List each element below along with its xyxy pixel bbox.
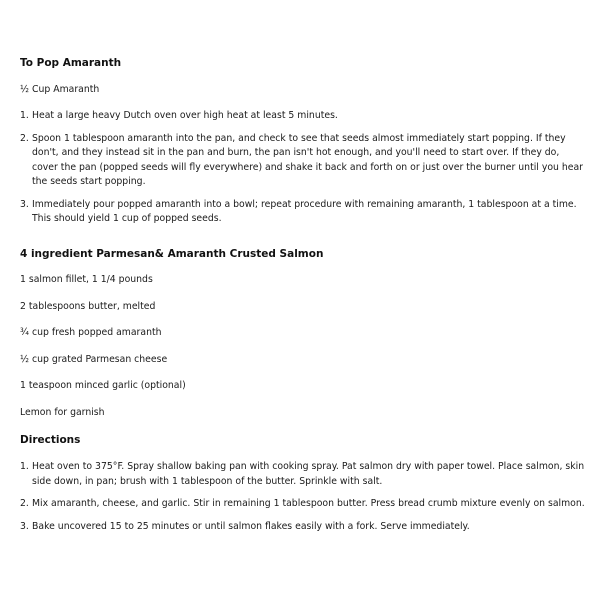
step-text: Spoon 1 tablespoon amaranth into the pan, and check to see that seeds almost immediately start popping. If they don't, and they instead sit in the pan and burn, the pan isn't hot enough, and you'll need to start over. If they do, cover the pan (popped seeds will fly everywhere) and shake it back and forth on or just over the burner until you hear the seeds start popping. [32,132,583,187]
ingredient-item: 1 teaspoon minced garlic (optional) [20,380,186,391]
ingredient-amaranth: ½ Cup Amaranth [20,84,100,95]
popping-steps-list [20,109,588,235]
ingredient-item: ¾ cup fresh popped amaranth [20,327,162,338]
step-number: 2. [20,132,29,144]
ingredient-item: 1 salmon fillet, 1 1/4 pounds [20,274,153,285]
list-item [20,520,588,535]
step-number: 2. [20,498,29,509]
directions-steps-list [20,460,588,542]
step-number: 3. [20,520,29,532]
step-number: 1. [20,461,29,472]
list-item [20,132,588,190]
step-number: 1. [20,110,29,121]
ingredient-item: Lemon for garnish [20,407,105,418]
list-item [20,460,588,489]
list-item [20,497,588,512]
ingredient-item: ½ cup grated Parmesan cheese [20,354,168,365]
section-title-pop-amaranth: To Pop Amaranth [20,57,122,69]
list-item [20,198,588,227]
step-text: Heat a large heavy Dutch oven over high heat at least 5 minutes. [32,110,338,121]
ingredient-item: 2 tablespoons butter, melted [20,301,156,312]
step-text: Mix amaranth, cheese, and garlic. Stir in remaining 1 tablespoon butter. Press bread crumb mixture evenly on salmon. [32,498,585,509]
step-number: 3. [20,198,29,210]
step-text: Heat oven to 375°F. Spray shallow baking pan with cooking spray. Pat salmon dry with paper towel. Place salmon, skin side down, in pan; brush with 1 tablespoon of the butter. Sprinkle with salt. [32,461,585,487]
section-title-directions: Directions [20,434,81,446]
section-title-salmon: 4 ingredient Parmesan& Amaranth Crusted Salmon [20,248,324,260]
step-text: Bake uncovered 15 to 25 minutes or until salmon flakes easily with a fork. Serve immediately. [32,520,470,532]
list-item [20,109,588,124]
step-text: Immediately pour popped amaranth into a bowl; repeat procedure with remaining amaranth, 1 tablespoon at a time. This should yield 1 cup of popped seeds. [32,198,577,224]
